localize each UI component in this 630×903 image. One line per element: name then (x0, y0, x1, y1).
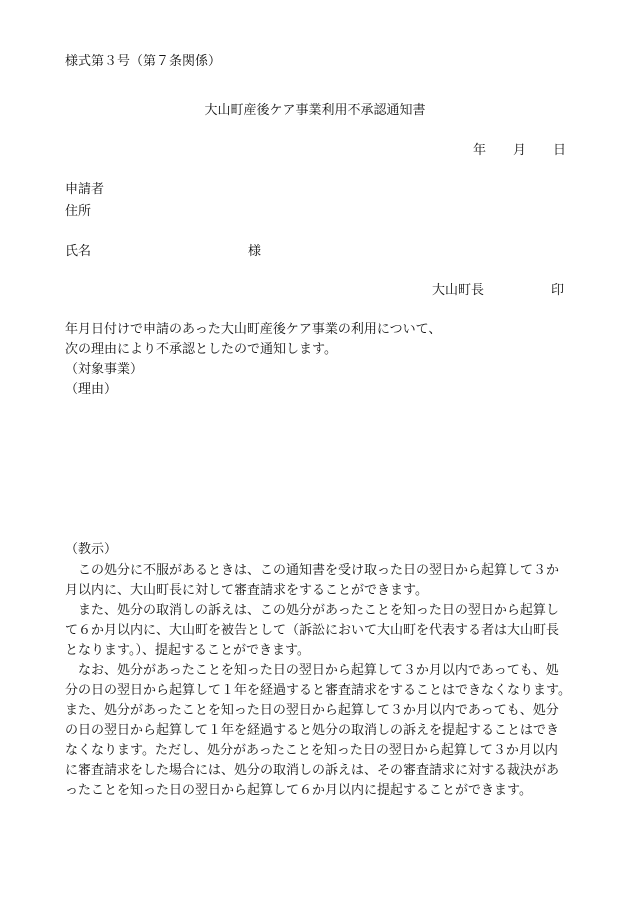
name-label: 氏名 (65, 244, 92, 259)
applicant-heading: 申請者 (65, 182, 105, 197)
date-month-label: 月 (513, 143, 527, 158)
instruction-line: ったことを知った日の翌日から起算して６か月以内に提起することができます。 (65, 783, 532, 798)
honorific-sama: 様 (248, 244, 262, 259)
seal-mark: 印 (551, 283, 565, 298)
date-year-label: 年 (473, 143, 487, 158)
instruction-line: て６か月以内に、大山町を被告として（訴訟において大山町を代表する者は大山町長 (65, 623, 560, 638)
instruction-line: なお、処分があったことを知った日の翌日から起算して３か月以内であっても、処 (65, 663, 559, 678)
reason-label: （理由） (65, 382, 118, 397)
instruction-paragraphs (65, 561, 585, 801)
address-label: 住所 (65, 204, 92, 219)
instruction-line: また、処分があったことを知った日の翌日から起算して３か月以内であっても、処分 (65, 703, 559, 718)
target-service-label: （対象事業） (65, 362, 144, 377)
instruction-heading: （教示） (65, 542, 118, 557)
date-day-label: 日 (553, 143, 567, 158)
instruction-line: また、処分の取消しの訴えは、この処分があったことを知った日の翌日から起算し (65, 603, 559, 618)
issuer-title: 大山町長 (432, 283, 485, 298)
body-line: 年月日付けで申請のあった大山町産後ケア事業の利用について、 (65, 322, 442, 337)
instruction-line: の日の翌日から起算して１年を経過すると処分の取消しの訴えを提起することはでき (65, 723, 560, 738)
instruction-line: 分の日の翌日から起算して１年を経過すると審査請求をすることはできなくなります。 (65, 683, 571, 698)
instruction-line: 月以内に、大山町長に対して審査請求をすることができます。 (65, 583, 428, 598)
instruction-line: なくなります。ただし、処分があったことを知った日の翌日から起算して３か月以内 (65, 743, 558, 758)
form-number: 様式第３号（第７条関係） (65, 54, 222, 69)
instruction-line: となります。）、提起することができます。 (65, 643, 310, 658)
instruction-line: に審査請求をした場合には、処分の取消しの訴えは、その審査請求に対する裁決があ (65, 763, 560, 778)
instruction-line: この処分に不服があるときは、この通知書を受け取った日の翌日から起算して３か (65, 563, 560, 578)
body-line: 次の理由により不承認としたので通知します。 (65, 342, 337, 357)
document-title: 大山町産後ケア事業利用不承認通知書 (204, 103, 426, 118)
